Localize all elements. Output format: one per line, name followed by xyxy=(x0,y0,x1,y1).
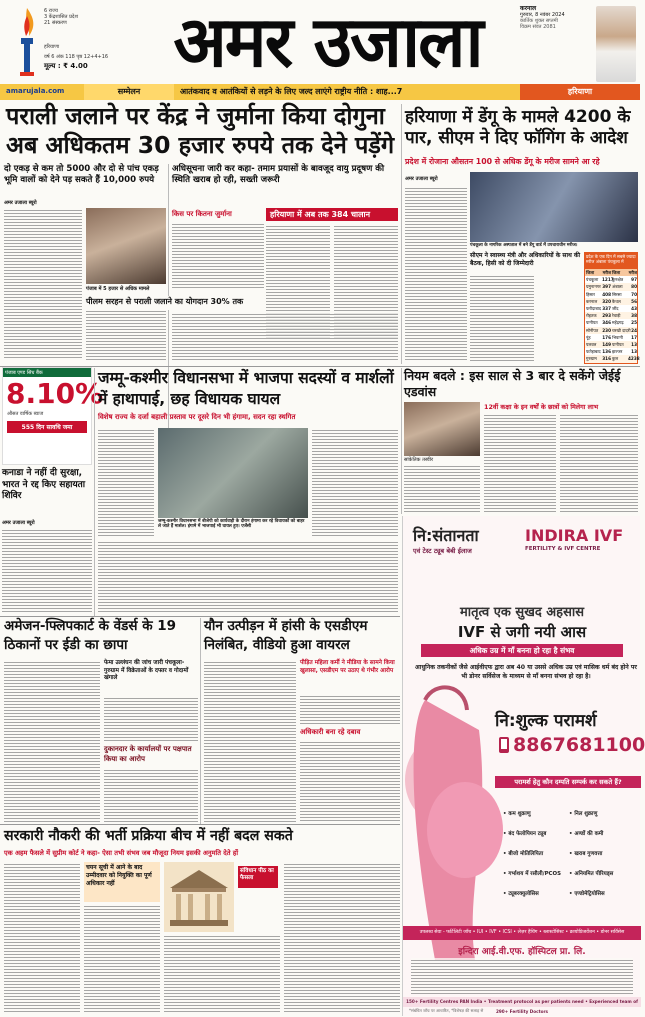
dengue-table-cell: जिला xyxy=(586,270,595,275)
lead-byline: अमर उजाला ब्यूरो xyxy=(4,200,37,206)
dengue-table-cell: 38 xyxy=(631,313,637,319)
leader-photo xyxy=(596,6,636,82)
dengue-table-cell: फतेहाबाद xyxy=(586,349,601,355)
jk-assembly-photo xyxy=(158,428,308,518)
yaun-box-head: अधिकारी बना रहे दबाव xyxy=(300,728,361,736)
dengue-table-cell: 13 xyxy=(631,341,637,347)
jee-body-col1 xyxy=(404,464,480,514)
dengue-table-row xyxy=(585,348,637,355)
dengue-table-row xyxy=(585,355,640,362)
dengue-subhead: प्रदेश में रोजाना औसतन 100 से अधिक डेंगू के मरीज सामने आ रहे xyxy=(405,157,600,166)
ivf-bullet-item: • एण्डोमेट्रियोसिस xyxy=(569,891,605,897)
jee-body-col3 xyxy=(560,413,638,513)
masthead xyxy=(0,0,640,84)
dengue-table-cell: कुल xyxy=(612,356,619,362)
dengue-table-cell: 316 xyxy=(602,356,611,362)
dengue-table-row xyxy=(585,305,637,312)
dengue-table-cell: 1217 xyxy=(602,277,614,283)
dengue-table-cell: पलवल xyxy=(586,341,597,347)
ivf-bullet-item: • खराब गुणवत्ता xyxy=(569,851,603,857)
dengue-table-row xyxy=(585,283,637,290)
yaun-body-col1 xyxy=(204,660,296,822)
dengue-table-cell: 4238 xyxy=(628,356,640,362)
dengue-table-cell: भिवानी xyxy=(612,334,623,340)
canada-headline[interactable]: कनाडा ने नहीं दी सुरक्षा, भारत ने रद्द किए सहायता शिविर xyxy=(2,468,86,501)
dengue-table-cell: अंबाला xyxy=(612,284,623,290)
ivf-addresses xyxy=(411,958,633,994)
ivf-brand: INDIRA IVF xyxy=(525,526,624,545)
dengue-ward-photo xyxy=(470,172,638,242)
dengue-table-cell: झज्जर xyxy=(612,349,623,355)
dengue-table-cell: 56 xyxy=(631,298,637,304)
bench-badge: संविधान पीठ का फैसला xyxy=(238,866,278,888)
phone-icon xyxy=(497,736,511,754)
yaun-body-col2 xyxy=(300,694,400,726)
ivf-bullet-item: • ट्यूबरक्युलोसिस xyxy=(503,891,539,897)
info-line: 6 राज्य xyxy=(44,8,58,14)
dengue-table-row xyxy=(585,319,637,326)
dengue-table-cell: कैथल xyxy=(612,298,621,304)
jee-headline[interactable]: नियम बदले : इस साल से 3 बार दे सकेंगे जेईई एडवांस xyxy=(404,368,621,399)
dengue-table-cell: चरखी दादरी xyxy=(612,327,631,333)
dengue-table-cell: महेंद्रगढ़ xyxy=(612,320,624,326)
dengue-table-cell: रेवाड़ी xyxy=(612,313,621,319)
cm-meeting-head: सीएम ने स्वास्थ्य मंत्री और अधिकारियों के साथ की बैठक, हिसी को दी जिम्मेदारी xyxy=(470,252,582,276)
dengue-table-cell: यमुनानगर xyxy=(586,284,601,290)
dengue-table-cell: 346 xyxy=(602,320,611,326)
penalty-box-title: किस पर कितना जुर्माना xyxy=(172,210,232,218)
dengue-table-row xyxy=(585,312,637,319)
bottom-body-col2 xyxy=(84,904,160,1014)
dengue-table-cell: 70 xyxy=(631,291,637,297)
lead-deck-left: दो एकड़ से कम तो 5000 और दो से पांच एकड़ भूमि वालों को देने पड़ सकते हैं 10,000 रुपये xyxy=(4,164,159,185)
lead-subhead: पीलम सरहन से पराली जलाने का योगदान 30% तक xyxy=(86,296,266,310)
hindu-date: कार्तिक शुक्ल सप्तमी xyxy=(520,18,558,24)
dengue-table-cell: मरीज xyxy=(602,270,611,275)
ed-side-head: फेमा उल्लंघन की जांच जारी पंचकूला- गुरुग्राम में विक्रेताओं के दफ्तर व गोदामों खंगाले xyxy=(104,660,189,681)
nav-strip xyxy=(0,84,640,100)
lead-photo-caption: पंजाब में 5 हजार से अधिक मामले xyxy=(86,286,150,292)
jee-subhead: 12वीं कक्षा के इन वर्षों के छात्रों को मिलेगा लाभ xyxy=(484,403,599,411)
ivf-consult: नि:शुल्क परामर्श xyxy=(495,711,597,731)
dengue-table-cell: 397 xyxy=(602,284,611,290)
dengue-table-row xyxy=(585,327,637,334)
dengue-table-cell: 136 xyxy=(602,349,611,355)
jk-body-col3 xyxy=(98,540,398,614)
jee-photo-caption: सांकेतिक तस्वीर xyxy=(404,457,434,463)
bottom-body-col1 xyxy=(4,862,80,1014)
ivf-brand-sub: FERTILITY & IVF CENTRE xyxy=(525,546,601,552)
dengue-table-cell: पंचकूला xyxy=(586,277,599,283)
ed-box-head: दुकानदार के कार्यालयों पर पक्षपात किया का आरोप xyxy=(104,745,192,763)
canada-byline: अमर उजाला ब्यूरो xyxy=(2,520,35,526)
date: गुरुवार, 8 नवंबर 2024 xyxy=(520,12,565,18)
dengue-table-cell: सोनीपत xyxy=(586,327,599,333)
jee-body-col2 xyxy=(484,413,556,513)
ivf-bullet-item: • बंद फेलोपियन ट्यूब xyxy=(503,831,547,837)
ivf-line1: मातृत्व एक सुखद अहसास xyxy=(459,605,585,620)
dengue-table-cell: 337 xyxy=(602,305,611,311)
dengue-table-cell: रोहतक xyxy=(586,313,597,319)
dengue-table-cell: 43 xyxy=(631,305,637,311)
lead-body-col5 xyxy=(172,312,398,360)
ivf-bullet-item: • अनियमित पीरियड्स xyxy=(569,871,614,877)
dengue-table-cell: कुरुक्षेत्र xyxy=(612,277,624,283)
bottom-headline[interactable]: सरकारी नौकरी की भर्ती प्रक्रिया बीच में नहीं बदल सकते xyxy=(4,828,293,844)
dengue-table-row xyxy=(585,276,637,283)
deposit-days: 555 दिन सावधि जमा xyxy=(7,421,87,433)
year-issue: वर्ष 6 अंक 118 पृष्ठ 12+4+16 xyxy=(44,54,109,60)
penalty-box-body xyxy=(172,222,264,290)
bottom-body-col3 xyxy=(164,934,280,1014)
section-label[interactable]: सम्मेलन xyxy=(84,84,174,100)
dengue-table-cell: गुरुग्राम xyxy=(586,356,597,362)
ed-headline[interactable]: अमेजन-फ्लिपकार्ट के वेंडर्स के 19 ठिकानों पर ईडी का छापा xyxy=(4,618,177,653)
dengue-table-cell: मरीज xyxy=(628,270,637,275)
dengue-table-cell: हिसार xyxy=(586,291,595,297)
interest-tag: औसत वार्षिक ब्याज xyxy=(7,411,44,417)
ivf-bullet-item: • अण्डों की कमी xyxy=(569,831,604,837)
newspaper-logo: अमर उजाला xyxy=(173,1,482,83)
dengue-table-cell: करनाल xyxy=(586,298,598,304)
jk-body-col1 xyxy=(98,428,154,538)
dengue-table-title: प्रदेश के एक दिन में सबसे ज्यादा मरीज अंबाला पंचकूला में xyxy=(585,253,637,269)
dengue-byline: अमर उजाला ब्यूरो xyxy=(405,176,438,182)
canada-body xyxy=(2,528,92,614)
jk-body-col2 xyxy=(312,428,398,538)
ivf-ad[interactable] xyxy=(402,516,645,1016)
jk-photo-caption: जम्मू-कश्मीर विधानसभा में बीजेपी को कार्यवाही के दौरान हंगामा कर रहे विधायकों को बाहर ले जाते हैं मार्शल। हंगामे में भाजपाई भी घायल हुए। एजेंसी xyxy=(158,519,305,530)
dengue-table-row xyxy=(585,341,637,348)
ed-body-col2 xyxy=(104,696,198,742)
divider xyxy=(401,368,402,514)
divider xyxy=(0,824,400,825)
divider xyxy=(94,368,95,616)
dengue-table-cell: 24 xyxy=(631,327,637,333)
lead-headline-2[interactable]: अब अधिकतम 30 हजार रुपये तक देने पड़ेंगे xyxy=(6,131,395,159)
ivf-bullet-item: • निल शुक्राणु xyxy=(569,811,598,817)
ivf-bullet-item: • कम शुक्राणु xyxy=(503,811,531,817)
bottom-body-col4 xyxy=(284,862,400,1014)
ivf-slogan-sub: एवं टेस्ट ट्यूब बेबी ईलाज xyxy=(413,547,472,555)
dengue-table-cell: जिला xyxy=(612,270,621,275)
divider xyxy=(200,618,201,824)
yaun-body-col3 xyxy=(300,740,400,822)
bank-name: पंजाब एण्ड सिंध बैंक xyxy=(3,368,91,377)
dengue-table-cell: पानीपत xyxy=(612,341,624,347)
price: मूल्य : ₹ 4.00 xyxy=(44,62,88,70)
ticker-text[interactable]: आतंकवाद व आतंकियों से लड़ने के लिए जल्द लाएंगे राष्ट्रीय नीति : शाह...7 xyxy=(180,87,403,96)
yaun-subhead: पीड़ित महिला कर्मी ने मीडिया के सामने किया खुलासा, एसडीएम पर उठाए थे गंभीर आरोप xyxy=(300,660,395,674)
pregnant-woman-illustration xyxy=(395,640,505,960)
dengue-table-cell: 230 xyxy=(602,327,611,333)
lead-deck-right: अधिसूचना जारी कर कहा- तमाम प्रयासों के बावजूद वायु प्रदूषण की स्थिति खराब हो रही, सख्ती जरूरी xyxy=(172,164,385,185)
ivf-cta: परामर्श हेतु कौन दम्पति सम्पर्क कर सकते हैं? xyxy=(495,776,641,788)
dengue-table-cell: 97 xyxy=(631,277,637,283)
dengue-table-cell: 25 xyxy=(631,320,637,326)
divider xyxy=(0,366,640,367)
ivf-services: उपलब्ध सेवा - फर्टिलिटी जाँच • IUI • IVF • ICSI • लेज़र हैचिंग • ब्लास्टोसिस्ट • क्रायोप्रिजर्वेशन • डोनर सर्विसेस xyxy=(403,926,641,940)
dengue-table-cell: जींद xyxy=(612,305,619,311)
dengue-table-cell: नूंह xyxy=(586,334,591,340)
website-link[interactable]: amarujala.com xyxy=(6,87,65,95)
edition-label: हरियाणा xyxy=(44,44,60,50)
torch-icon xyxy=(14,6,40,78)
ivf-line2: IVF से जगी नयी आस xyxy=(457,623,587,641)
ivf-hospital: इन्दिरा आई.वी.एफ. हॉस्पिटल प्रा. लि. xyxy=(458,947,586,957)
ivf-bullet-list xyxy=(503,800,641,920)
bank-ad[interactable] xyxy=(2,367,104,465)
ivf-bullet-item: • बीजो मोतिलिपिता xyxy=(503,851,544,857)
dengue-table-row xyxy=(585,291,637,298)
dengue-table-rows xyxy=(585,269,640,362)
yaun-headline[interactable]: यौन उत्पीड़न में हांसी के एसडीएम निलंबित, वीडियो हुआ वायरल xyxy=(204,618,368,653)
state-tab[interactable]: हरियाणा xyxy=(520,84,640,100)
bottom-box: चयन सूची में आने के बाद उम्मीदवार को नियुक्ति का पूर्ण अधिकार नहीं xyxy=(84,862,160,902)
jk-deck: विशेष राज्य के दर्जा बहाली प्रस्ताव पर दूसरे दिन भी हंगामा, सदन रहा स्थगित xyxy=(98,413,296,421)
dengue-table-cell: 293 xyxy=(602,313,611,319)
samvat: विक्रम संवत 2081 xyxy=(520,24,556,30)
ivf-slogan-top: नि:संतानता xyxy=(413,526,479,545)
ivf-line4: आधुनिक तकनीकों जैसे आईवीएफ द्वारा अब 40 या उससे अधिक उम्र एवं मासिक धर्म बंद होने पर भी डोनर सर्विसेज के माध्यम से माँ बनना संभव हो रहा है। xyxy=(415,664,637,680)
ivf-phone[interactable]: 8867681100 xyxy=(513,734,645,756)
dengue-table-cell: पानीपत xyxy=(586,320,598,326)
dengue-table-cell: 149 xyxy=(602,341,611,347)
info-line: 21 संस्करण xyxy=(44,20,67,26)
dengue-table-cell: सिरसा xyxy=(612,291,622,297)
dengue-table-header xyxy=(585,269,637,276)
dengue-table-row xyxy=(585,298,637,305)
dengue-table xyxy=(584,252,638,364)
dengue-table-row xyxy=(585,334,637,341)
interest-rate: 8.10% xyxy=(6,377,104,410)
lead-body-col1 xyxy=(4,208,82,360)
divider xyxy=(401,104,402,364)
ed-body-col1 xyxy=(4,660,100,822)
bottom-deck: एक अहम फैसले में सुप्रीम कोर्ट ने कहा- ऐसा तभी संभव जब मौजूदा नियम इसकी अनुमति देते हों xyxy=(4,849,239,857)
dengue-body-col1 xyxy=(405,186,467,362)
dengue-photo-caption: पंचकूला के नागरिक अस्पताल में बने डेंगू वार्ड में उपचाराधीन मरीज। xyxy=(470,243,578,248)
dengue-headline[interactable]: हरियाणा में डेंगू के मामले 4200 के पार, सीएम ने दिए फॉगिंग के आदेश xyxy=(405,107,631,148)
ivf-footnote: *संबंधित जाँच पर आधारित, *विशेषज्ञ की सलाह से xyxy=(409,1008,484,1013)
jee-exam-photo xyxy=(404,402,480,456)
stubble-fire-photo xyxy=(86,208,166,284)
dengue-table-cell: 17 xyxy=(631,334,637,340)
left-info xyxy=(44,8,124,38)
jk-headline[interactable]: जम्मू-कश्मीर विधानसभा में भाजपा सदस्यों व मार्शलों में हाथापाई, छह विधायक घायल xyxy=(98,369,394,408)
info-line: 3 केंद्रशासित प्रदेश xyxy=(44,14,78,20)
dengue-table-cell: 176 xyxy=(602,334,611,340)
ed-body-col3 xyxy=(104,768,198,822)
dengue-table-cell: 320 xyxy=(602,298,611,304)
supreme-court-photo xyxy=(164,862,234,932)
dengue-table-cell: फरीदाबाद xyxy=(586,305,602,311)
ivf-line3: अधिक उम्र में माँ बनना हो रहा है संभव xyxy=(421,644,623,657)
lead-headline-1[interactable]: पराली जलाने पर केंद्र ने जुर्माना किया दोगुना xyxy=(6,102,385,130)
dengue-table-cell: 80 xyxy=(631,284,637,290)
ivf-stats: 150+ Fertility Centres PAN India • Treatment protocol as per patients need • Experienced team of 290+ Fertility Doctors xyxy=(403,997,641,1007)
dengue-table-cell: 13 xyxy=(631,349,637,355)
date-block xyxy=(520,6,600,66)
fine-red-bar: हरियाणा में अब तक 384 चालान xyxy=(266,208,398,221)
city: करनाल xyxy=(520,5,537,12)
ivf-bullet-item: • गर्भाशय में रसौली/PCOS xyxy=(503,871,561,877)
dengue-table-cell: 408 xyxy=(602,291,611,297)
